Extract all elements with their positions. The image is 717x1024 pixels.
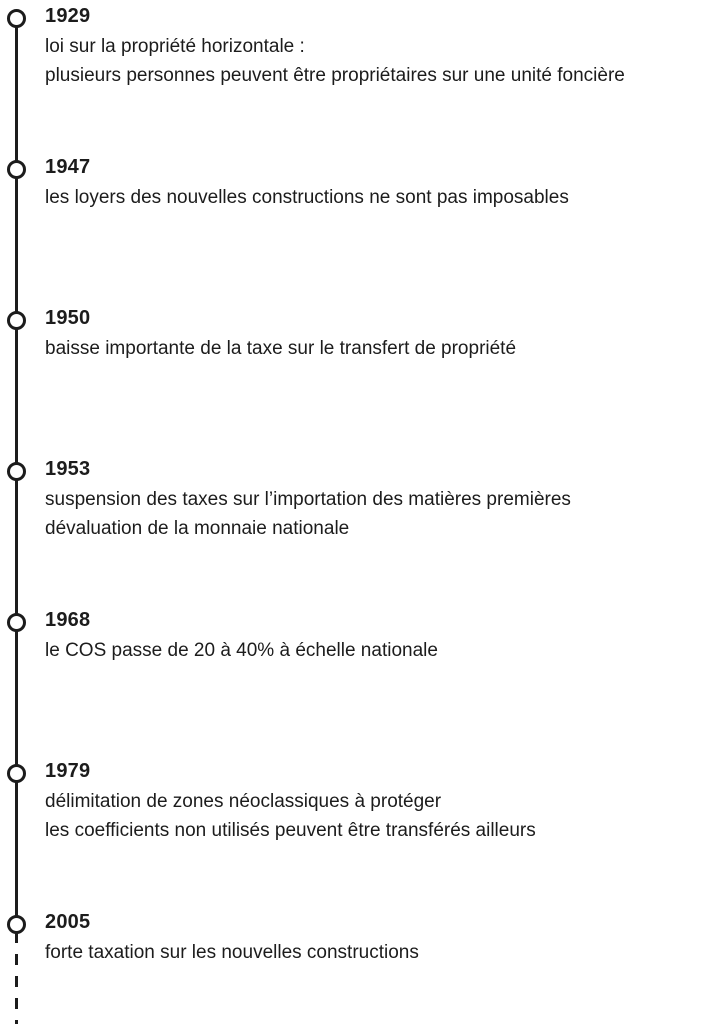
event-description: [45, 33, 625, 90]
event-year: 2005: [45, 911, 91, 933]
timeline-node: [7, 764, 26, 783]
event-description: [45, 486, 571, 543]
timeline-node: [7, 9, 26, 28]
timeline-node: [7, 311, 26, 330]
event-description-line: loi sur la propriété horizontale :: [45, 36, 305, 57]
event-description: [45, 788, 536, 845]
event-description: [45, 184, 569, 213]
event-year: 1947: [45, 156, 91, 178]
event-description-line: dévaluation de la monnaie nationale: [45, 517, 350, 539]
event-description-line: plusieurs personnes peuvent être propriétaires sur une unité foncière: [45, 64, 625, 86]
event-description-line: baisse importante de la taxe sur le transfert de propriété: [45, 338, 517, 359]
event-description: [45, 335, 516, 364]
event-description-line: les loyers des nouvelles constructions ne sont pas imposables: [45, 187, 569, 208]
event-description-line: suspension des taxes sur l’importation des matières premières: [45, 489, 571, 510]
event-description: [45, 637, 438, 666]
event-description-line: forte taxation sur les nouvelles constructions: [45, 942, 419, 963]
event-description: [45, 939, 419, 968]
timeline-node: [7, 915, 26, 934]
event-description-line: délimitation de zones néoclassiques à protéger: [45, 791, 442, 812]
event-year: 1968: [45, 609, 91, 631]
timeline-node: [7, 462, 26, 481]
event-description-line: les coefficients non utilisés peuvent être transférés ailleurs: [45, 819, 536, 841]
event-description-line: le COS passe de 20 à 40% à échelle nationale: [45, 640, 438, 661]
timeline-node: [7, 613, 26, 632]
event-year: 1953: [45, 458, 91, 480]
timeline-line-continuation: [15, 932, 18, 1024]
event-year: 1929: [45, 5, 91, 27]
event-year: 1979: [45, 760, 91, 782]
timeline-node: [7, 160, 26, 179]
event-year: 1950: [45, 307, 91, 329]
